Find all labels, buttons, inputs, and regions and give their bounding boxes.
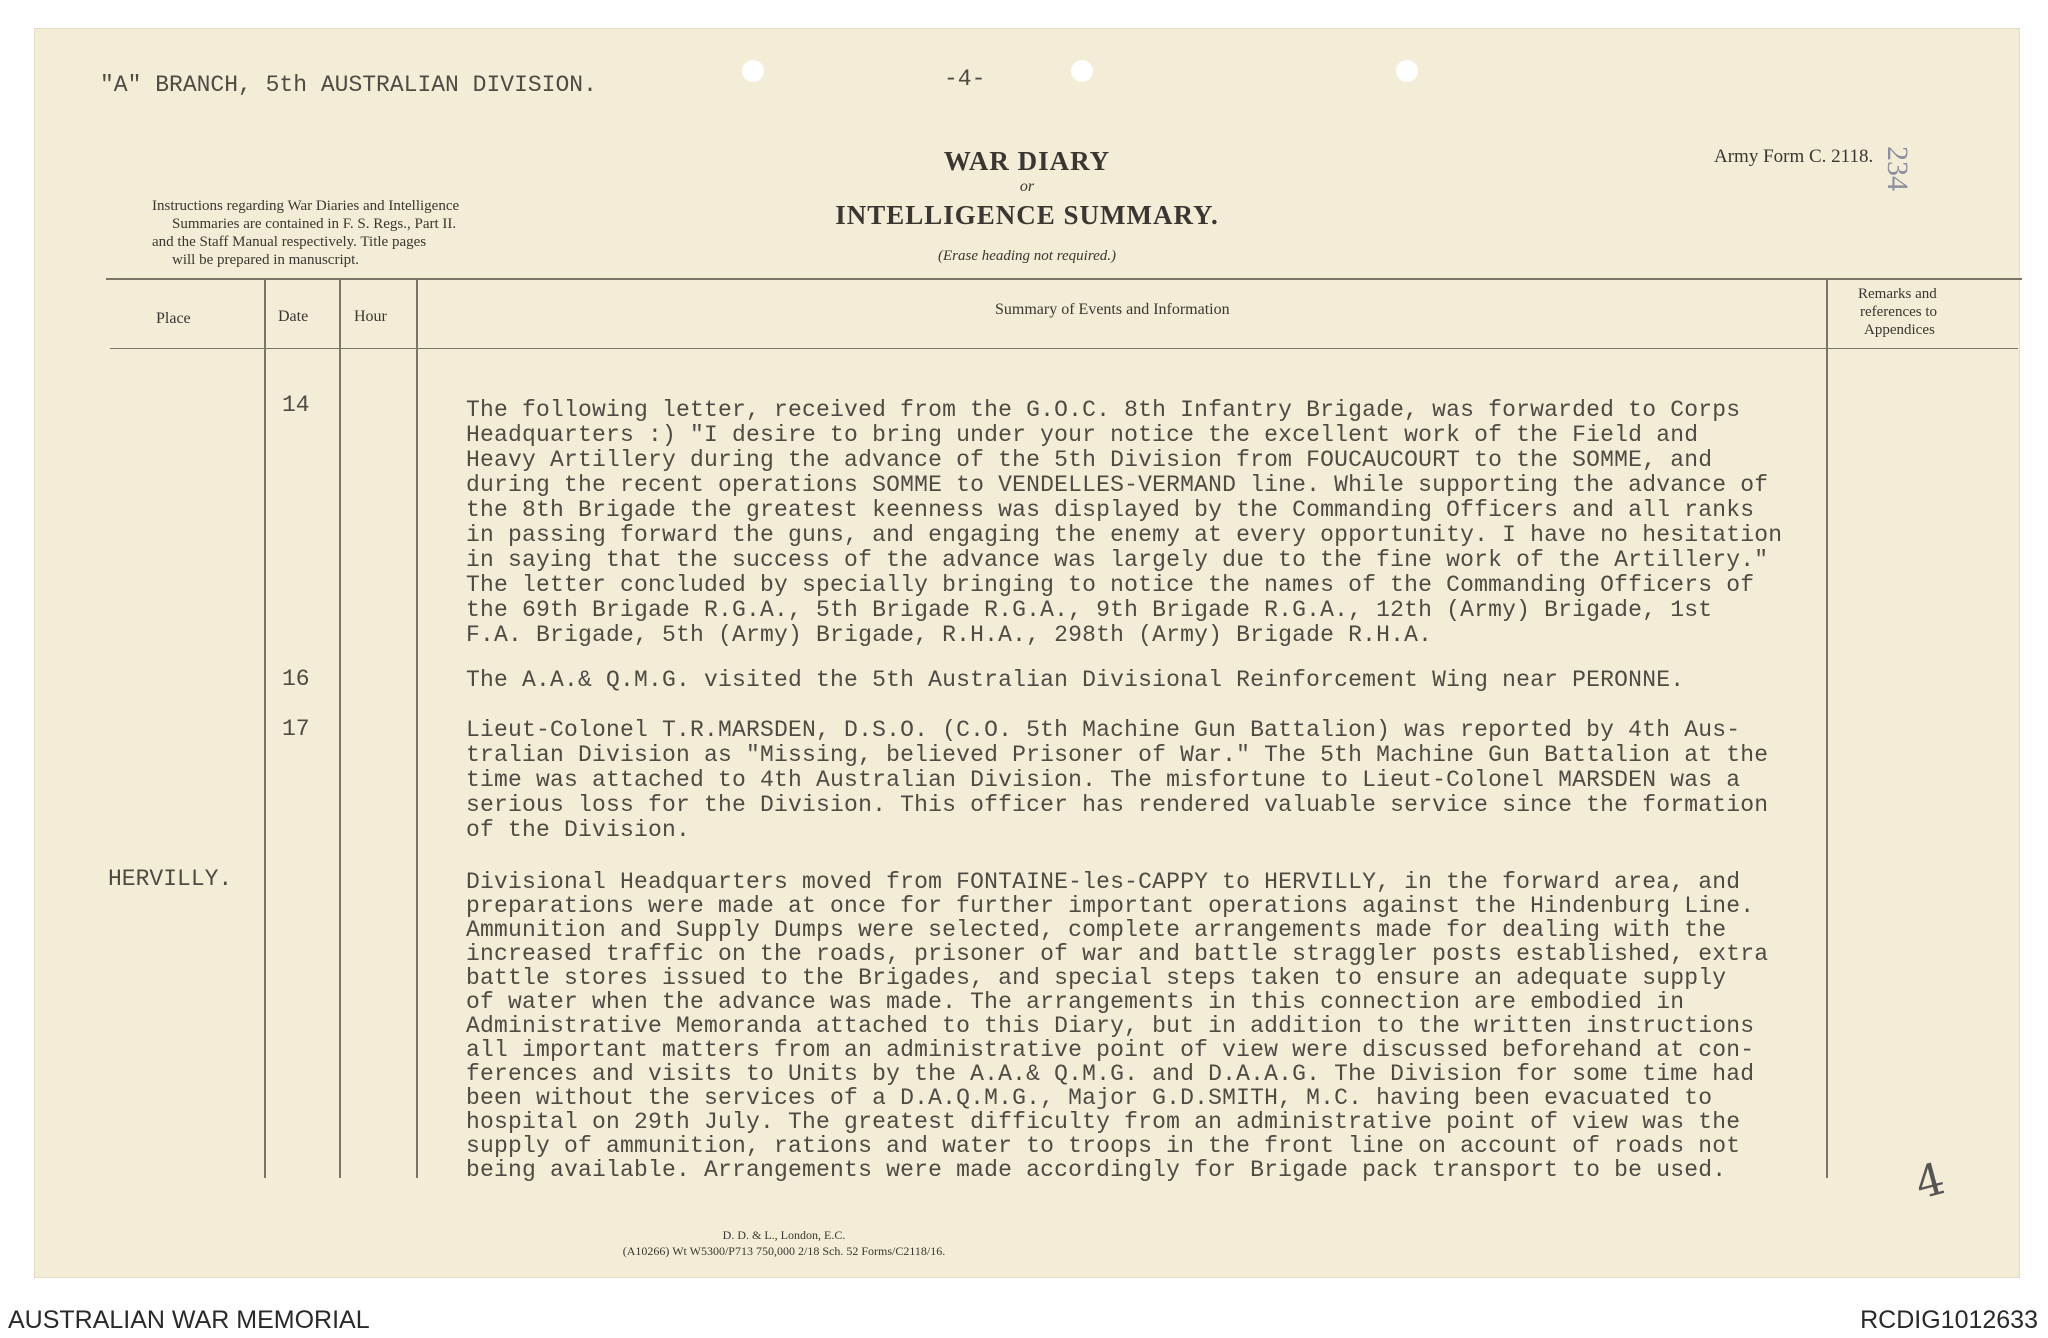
margin-note: 4 (1909, 1153, 1951, 1210)
instructions-line: Summaries are contained in F. S. Regs., Part II. (172, 216, 457, 232)
column-divider (1826, 278, 1828, 1178)
entry-text-line: increased traffic on the roads, prisoner of war and battle straggler posts established, extra (466, 941, 1769, 967)
entry-text-line: Headquarters :) "I desire to bring under your notice the excellent work of the Field and (466, 422, 1699, 448)
punch-hole (742, 60, 764, 82)
entry-date: 17 (282, 716, 310, 742)
punch-hole (1396, 60, 1418, 82)
instructions-line: will be prepared in manuscript. (172, 252, 360, 268)
printer-imprint: (A10266) Wt W5300/P713 750,000 2/18 Sch. 52 Forms/C2118/16. (622, 1244, 946, 1258)
entry-text-line: in passing forward the guns, and engaging the enemy at every opportunity. I have no hesitation (466, 522, 1783, 548)
instructions-line: Instructions regarding War Diaries and Intelligence (152, 198, 460, 214)
entry-text-line: Heavy Artillery during the advance of the 5th Division from FOUCAUCOURT to the SOMME, and (466, 447, 1713, 473)
entry-text-line: all important matters from an administrative point of view were discussed beforehand at con- (466, 1037, 1755, 1063)
entry-text-line: hospital on 29th July. The greatest difficulty from an administrative point of view was the (466, 1109, 1741, 1135)
column-divider (339, 278, 341, 1178)
entry-text-line: during the recent operations SOMME to VENDELLES-VERMAND line. While supporting the advance of (466, 472, 1769, 498)
column-divider (264, 278, 266, 1178)
page-number: -4- (944, 66, 986, 92)
printer-imprint: D. D. & L., London, E.C. (722, 1228, 846, 1242)
column-header-place: Place (156, 310, 191, 327)
entry-text-line: Ammunition and Supply Dumps were selected, complete arrangements made for dealing with the (466, 917, 1727, 943)
column-header-summary: Summary of Events and Information (995, 301, 1230, 318)
form-title: WAR DIARY (943, 146, 1111, 176)
column-divider (416, 278, 418, 1178)
branch-heading: "A" BRANCH, 5th AUSTRALIAN DIVISION. (100, 72, 597, 98)
erase-note: (Erase heading not required.) (937, 248, 1117, 264)
form-subtitle: INTELLIGENCE SUMMARY. (835, 200, 1219, 230)
entry-date: 16 (282, 666, 310, 692)
entry-text-line: The letter concluded by specially bringing to notice the names of the Commanding Officers of (466, 572, 1755, 598)
entry-text-line: tralian Division as "Missing, believed Prisoner of War." The 5th Machine Gun Battalion at the (466, 742, 1769, 768)
instructions-line: and the Staff Manual respectively. Title pages (152, 234, 427, 250)
entry-text-line: being available. Arrangements were made accordingly for Brigade pack transport to be used. (466, 1157, 1727, 1183)
table-header-rule (110, 348, 2018, 349)
entry-text-line: preparations were made at once for further important operations against the Hindenburg Line. (466, 893, 1755, 919)
entry-text-line: the 8th Brigade the greatest keenness was displayed by the Commanding Officers and all ranks (466, 497, 1755, 523)
entry-text-line: serious loss for the Division. This officer has rendered valuable service since the formation (466, 792, 1769, 818)
entry-text-line: the 69th Brigade R.G.A., 5th Brigade R.G.A., 9th Brigade R.G.A., 12th (Army) Brigade, 1st (466, 597, 1713, 623)
record-id: RCDIG1012633 (1860, 1306, 2038, 1334)
entry-text-line: battle stores issued to the Brigades, and special steps taken to ensure an adequate supply (466, 965, 1727, 991)
army-form-number: Army Form C. 2118. (1714, 146, 1874, 167)
entry-place: HERVILLY. (108, 866, 233, 892)
column-header-remarks: Remarks and (1858, 286, 1937, 302)
entry-text-line: Administrative Memoranda attached to this Diary, but in addition to the written instructions (466, 1013, 1755, 1039)
entry-text-line: of water when the advance was made. The arrangements in this connection are embodied in (466, 989, 1685, 1015)
entry-date: 14 (282, 392, 310, 418)
column-header-remarks: Appendices (1864, 322, 1935, 338)
entry-text-line: Divisional Headquarters moved from FONTAINE-les-CAPPY to HERVILLY, in the forward area, and (466, 869, 1741, 895)
form-title-or: or (1019, 178, 1035, 195)
entry-text-line: time was attached to 4th Australian Division. The misfortune to Lieut-Colonel MARSDEN was a (466, 767, 1741, 793)
entry-text-line: F.A. Brigade, 5th (Army) Brigade, R.H.A., 298th (Army) Brigade R.H.A. (466, 622, 1433, 648)
column-header-remarks: references to (1860, 304, 1938, 320)
entry-text-line: in saying that the success of the advance was largely due to the fine work of the Artillery." (466, 547, 1769, 573)
column-header-hour: Hour (354, 308, 387, 325)
punch-hole (1071, 60, 1093, 82)
entry-text-line: ferences and visits to Units by the A.A.& Q.M.G. and D.A.A.G. The Division for some time had (466, 1061, 1755, 1087)
column-header-date: Date (278, 308, 309, 325)
entry-text-line: of the Division. (466, 817, 691, 843)
entry-text-line: supply of ammunition, rations and water to troops in the front line on account of roads not (466, 1133, 1741, 1159)
entry-text-line: been without the services of a D.A.Q.M.G., Major G.D.SMITH, M.C. having been evacuated to (466, 1085, 1713, 1111)
diary-page (34, 28, 2020, 1278)
entry-text-line: The following letter, received from the G.O.C. 8th Infantry Brigade, was forwarded to Corps (466, 397, 1741, 423)
entry-text-line: Lieut-Colonel T.R.MARSDEN, D.S.O. (C.O. 5th Machine Gun Battalion) was reported by 4th Aus- (466, 717, 1741, 743)
archive-name: AUSTRALIAN WAR MEMORIAL (8, 1306, 370, 1334)
table-top-rule (106, 278, 2022, 280)
stamp-number: 234 (1881, 146, 1914, 191)
entry-text-line: The A.A.& Q.M.G. visited the 5th Australian Divisional Reinforcement Wing near PERONNE. (466, 667, 1685, 693)
